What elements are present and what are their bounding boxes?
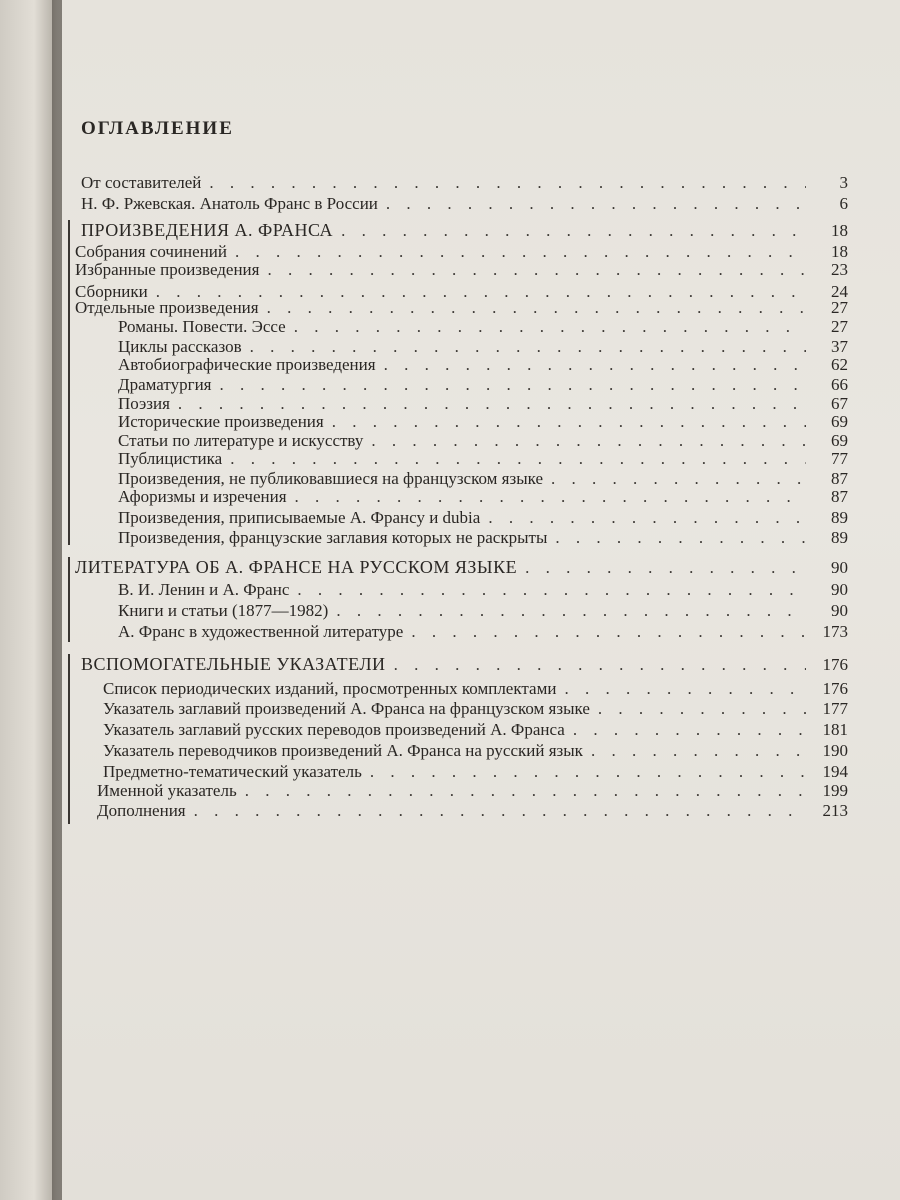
page-number: 90 [831, 601, 848, 620]
section-divider-line [68, 557, 70, 642]
toc-entry-title: Сборники [75, 282, 148, 301]
page-number: 181 [822, 720, 848, 739]
toc-entry-row [118, 601, 848, 623]
toc-entry-row [118, 317, 848, 339]
page-number: 69 [831, 431, 848, 450]
page-number: 62 [831, 355, 848, 374]
dot-leader [336, 601, 806, 621]
dot-leader [341, 221, 806, 241]
dot-leader [386, 194, 806, 214]
dot-leader [209, 173, 806, 193]
page-number: 18 [831, 242, 848, 261]
toc-entry-title: От составителей [81, 173, 202, 192]
toc-entry-row [97, 781, 848, 803]
toc-entry-title: Указатель переводчиков произведений А. Франса на русский язык [103, 741, 583, 760]
toc-entry-row [75, 260, 848, 282]
dot-leader [394, 655, 806, 675]
toc-entry-title: Дополнения [97, 801, 186, 820]
toc-entry-row [103, 720, 848, 742]
toc-entry-title: Автобиографические произведения [118, 355, 376, 374]
toc-entry-title: Произведения, не публиковавшиеся на французском языке [118, 469, 543, 488]
toc-entry-title: Указатель заглавий русских переводов произведений А. Франса [103, 720, 565, 739]
page-number: 213 [822, 801, 848, 820]
toc-section-title: ВСПОМОГАТЕЛЬНЫЕ УКАЗАТЕЛИ [81, 654, 386, 674]
toc-entry-title: Романы. Повести. Эссе [118, 317, 286, 336]
toc-section-title: ЛИТЕРАТУРА ОБ А. ФРАНСЕ НА РУССКОМ ЯЗЫКЕ [75, 557, 518, 577]
dot-leader [488, 508, 806, 528]
dot-leader [219, 375, 806, 395]
page-number: 27 [831, 298, 848, 317]
page-number: 89 [831, 508, 848, 527]
dot-leader [551, 469, 806, 489]
page-number: 77 [831, 449, 848, 468]
toc-entry-row [118, 355, 848, 377]
page-number: 67 [831, 394, 848, 413]
dot-leader [297, 580, 806, 600]
dot-leader [332, 412, 806, 432]
toc-entry-row [118, 508, 848, 530]
toc-section-row [81, 220, 848, 242]
toc-entry-title: Статьи по литературе и искусству [118, 431, 364, 450]
toc-entry-row [118, 449, 848, 471]
toc-entry-title: Н. Ф. Ржевская. Анатоль Франс в России [81, 194, 378, 213]
dot-leader [294, 317, 806, 337]
page-number: 199 [822, 781, 848, 800]
toc-entry-title: Публицистика [118, 449, 223, 468]
page-number: 176 [822, 679, 848, 698]
page-number: 66 [831, 375, 848, 394]
page-number: 90 [831, 558, 848, 577]
dot-leader [411, 622, 806, 642]
page-number: 190 [822, 741, 848, 760]
toc-entry-row [103, 699, 848, 721]
toc-entry-title: А. Франс в художественной литературе [118, 622, 404, 641]
dot-leader [295, 487, 806, 507]
toc-section-row [81, 654, 848, 676]
page-number: 37 [831, 337, 848, 356]
toc-section-row [75, 557, 848, 579]
dot-leader [267, 298, 806, 318]
dot-leader [598, 699, 806, 719]
section-divider-line [68, 654, 70, 824]
dot-leader [384, 355, 806, 375]
page-number: 176 [822, 655, 848, 674]
dot-leader [564, 679, 806, 699]
toc-entry-title: Собрания сочинений [75, 242, 227, 261]
dot-leader [525, 558, 806, 578]
dot-leader [235, 242, 806, 262]
page-number: 23 [831, 260, 848, 279]
page-number: 89 [831, 528, 848, 547]
page-number: 18 [831, 221, 848, 240]
dot-leader [250, 337, 806, 357]
dot-leader [194, 801, 806, 821]
toc-entry-title: Циклы рассказов [118, 337, 242, 356]
toc-entry-row [97, 801, 848, 823]
toc-section-title: ПРОИЗВЕДЕНИЯ А. ФРАНСА [81, 220, 334, 240]
toc-entry-title: Поэзия [118, 394, 170, 413]
page-number: 69 [831, 412, 848, 431]
toc-entry-row [103, 741, 848, 763]
toc-entry-row [118, 580, 848, 602]
toc-entry-title: Указатель заглавий произведений А. Франса на французском языке [103, 699, 590, 718]
page-number: 173 [822, 622, 848, 641]
toc-entry-row [118, 622, 848, 644]
toc-entry-row [81, 194, 848, 216]
toc-entry-title: Книги и статьи (1877—1982) [118, 601, 329, 620]
toc-entry-title: Драматургия [118, 375, 212, 394]
toc-entry-title: Список периодических изданий, просмотренных комплектами [103, 679, 557, 698]
page-number: 177 [822, 699, 848, 718]
dot-leader [573, 720, 806, 740]
toc-entry-title: Предметно-тематический указатель [103, 762, 362, 781]
toc-entry-row [118, 528, 848, 550]
dot-leader [178, 394, 806, 414]
page-number: 194 [822, 762, 848, 781]
page-number: 6 [839, 194, 848, 213]
page-number: 87 [831, 487, 848, 506]
toc-entry-title: Именной указатель [97, 781, 237, 800]
dot-leader [371, 431, 806, 451]
dot-leader [267, 260, 806, 280]
section-divider-line [68, 220, 70, 545]
toc-entry-title: Афоризмы и изречения [118, 487, 287, 506]
toc-entry-title: Произведения, приписываемые А. Франсу и dubia [118, 508, 481, 527]
toc-entry-row [103, 679, 848, 701]
dot-leader [370, 762, 806, 782]
page-number: 3 [839, 173, 848, 192]
page-number: 27 [831, 317, 848, 336]
toc-entry-title: Исторические произведения [118, 412, 324, 431]
dot-leader [230, 449, 806, 469]
toc-entry-row [118, 487, 848, 509]
page-number: 87 [831, 469, 848, 488]
toc-entry-title: Произведения, французские заглавия которых не раскрыты [118, 528, 548, 547]
dot-leader [591, 741, 806, 761]
page-number: 90 [831, 580, 848, 599]
toc-entry-row [81, 173, 848, 195]
toc-entry-title: Отдельные произведения [75, 298, 259, 317]
toc-heading: ОГЛАВЛЕНИЕ [81, 118, 234, 139]
dot-leader [245, 781, 806, 801]
dot-leader [555, 528, 806, 548]
page-number: 24 [831, 282, 848, 301]
toc-entry-title: Избранные произведения [75, 260, 260, 279]
toc-entry-title: В. И. Ленин и А. Франс [118, 580, 290, 599]
